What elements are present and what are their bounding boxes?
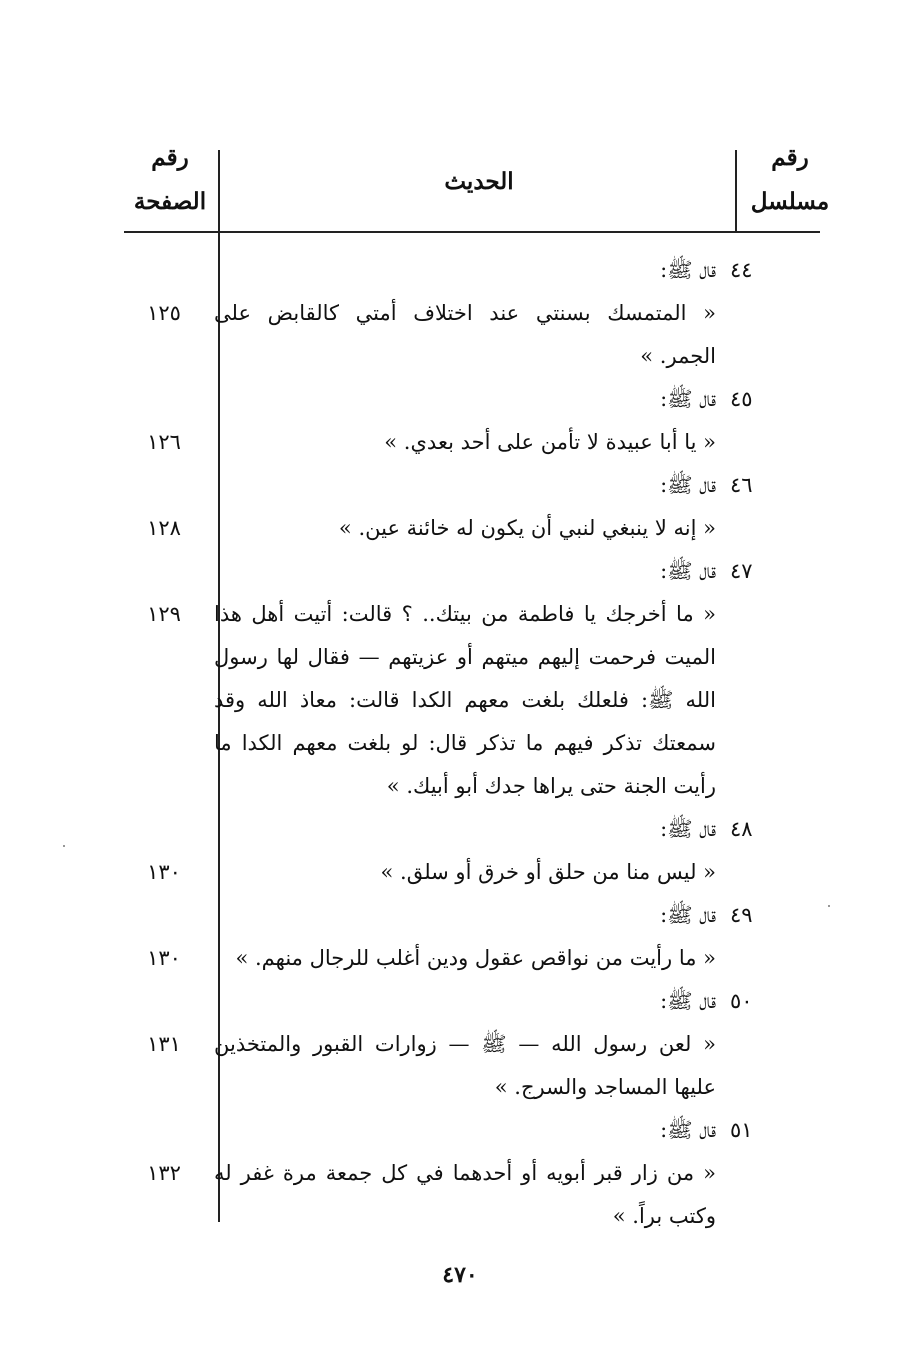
page-ref-value: ١٣٠: [147, 946, 181, 970]
hadith-text: [214, 550, 716, 808]
header-page-line-1: رقم: [151, 144, 189, 171]
hadith-line: « ما أخرجك يا فاطمة من بيتك.. ؟ قالت: أتيت أهل هذا: [214, 602, 716, 626]
hadith-line: « ليس منا من حلق أو خرق أو سلق. »: [380, 860, 716, 884]
hadith-intro: قال ﷺ:: [660, 1118, 716, 1142]
serial-number: ٤٨: [730, 817, 753, 841]
page-ref: [124, 550, 204, 636]
page-ref: [124, 808, 204, 894]
hadith-line: الله ﷺ: فلعلك بلغت معهم الكدا قالت: معاذ الله وقد: [214, 688, 716, 712]
serial-number: ٤٩: [730, 903, 753, 927]
hadith-intro: قال ﷺ:: [660, 258, 716, 282]
serial-number: ٥٠: [730, 989, 753, 1013]
header-serial: [740, 136, 840, 224]
page-ref: [124, 894, 204, 980]
hadith-line: الجمر. »: [640, 344, 716, 368]
hadith-line: رأيت الجنة حتى يراها جدك أبو أبيك. »: [386, 774, 716, 798]
hadith-text: [214, 464, 716, 550]
header-page: [120, 136, 220, 224]
column-divider-right: [735, 150, 737, 232]
hadith-text: [214, 249, 716, 378]
page-ref-value: ١٢٩: [147, 602, 181, 626]
page-number: ٤٧٠: [442, 1262, 478, 1288]
serial-number: ٤٦: [730, 473, 753, 497]
page-ref: [124, 1109, 204, 1195]
hadith-text: [214, 1109, 716, 1238]
hadith-text: [214, 980, 716, 1109]
hadith-text: [214, 378, 716, 464]
page-ref: [124, 378, 204, 464]
hadith-line: « إنه لا ينبغي لنبي أن يكون له خائنة عين. »: [338, 516, 716, 540]
hadith-line: « ما رأيت من نواقص عقول ودين أغلب للرجال منهم. »: [235, 946, 716, 970]
hadith-line: وكتب براً. »: [612, 1204, 716, 1228]
hadith-line: « المتمسك بسنتي عند اختلاف أمتي كالقابض على: [214, 301, 716, 325]
page-ref-value: ١٣٠: [147, 860, 181, 884]
hadith-line: « يا أبا عبيدة لا تأمن على أحد بعدي. »: [384, 430, 716, 454]
hadith-table: [124, 249, 820, 1238]
hadith-line: سمعتك تذكر فيهم ما تذكر قال: لو بلغت معهم الكدا ما: [214, 731, 716, 755]
serial-number: ٤٤: [730, 258, 753, 282]
table-row: [124, 894, 820, 980]
header-rule: [124, 231, 820, 233]
serial-number: ٤٥: [730, 387, 753, 411]
hadith-line: عليها المساجد والسرج. »: [494, 1075, 716, 1099]
serial-number: ٤٧: [730, 559, 753, 583]
page-ref-value: ١٢٦: [147, 430, 181, 454]
hadith-text: [214, 894, 716, 980]
table-row: [124, 980, 820, 1109]
scan-speck: [828, 905, 830, 907]
table-row: [124, 1109, 820, 1238]
serial-number: ٥١: [730, 1118, 753, 1142]
page-ref: [124, 464, 204, 550]
page-ref-value: ١٢٨: [147, 516, 181, 540]
table-row: [124, 249, 820, 378]
hadith-line: « من زار قبر أبويه أو أحدهما في كل جمعة مرة غفر له: [214, 1161, 716, 1185]
table-row: [124, 378, 820, 464]
page-ref: [124, 249, 204, 335]
page-ref-value: ١٣٢: [147, 1161, 181, 1185]
hadith-intro: قال ﷺ:: [660, 387, 716, 411]
header-serial-line-2: مسلسل: [750, 188, 830, 215]
hadith-intro: قال ﷺ:: [660, 473, 716, 497]
page-ref: [124, 980, 204, 1066]
page-ref-value: ١٣١: [147, 1032, 181, 1056]
page-ref-value: ١٢٥: [147, 301, 181, 325]
hadith-line: « لعن رسول الله — ﷺ — زوارات القبور والمتخذين: [214, 1032, 716, 1056]
table-row: [124, 550, 820, 808]
header-hadith: الحديث: [444, 168, 514, 195]
hadith-text: [214, 808, 716, 894]
header-page-line-2: الصفحة: [133, 188, 207, 215]
hadith-intro: قال ﷺ:: [660, 989, 716, 1013]
hadith-intro: قال ﷺ:: [660, 903, 716, 927]
hadith-intro: قال ﷺ:: [660, 559, 716, 583]
header-serial-line-1: رقم: [771, 144, 809, 171]
scan-speck: [63, 845, 65, 847]
table-row: [124, 464, 820, 550]
hadith-line: الميت فرحمت إليهم ميتهم أو عزيتهم — فقال لها رسول: [214, 645, 716, 669]
table-row: [124, 808, 820, 894]
hadith-intro: قال ﷺ:: [660, 817, 716, 841]
